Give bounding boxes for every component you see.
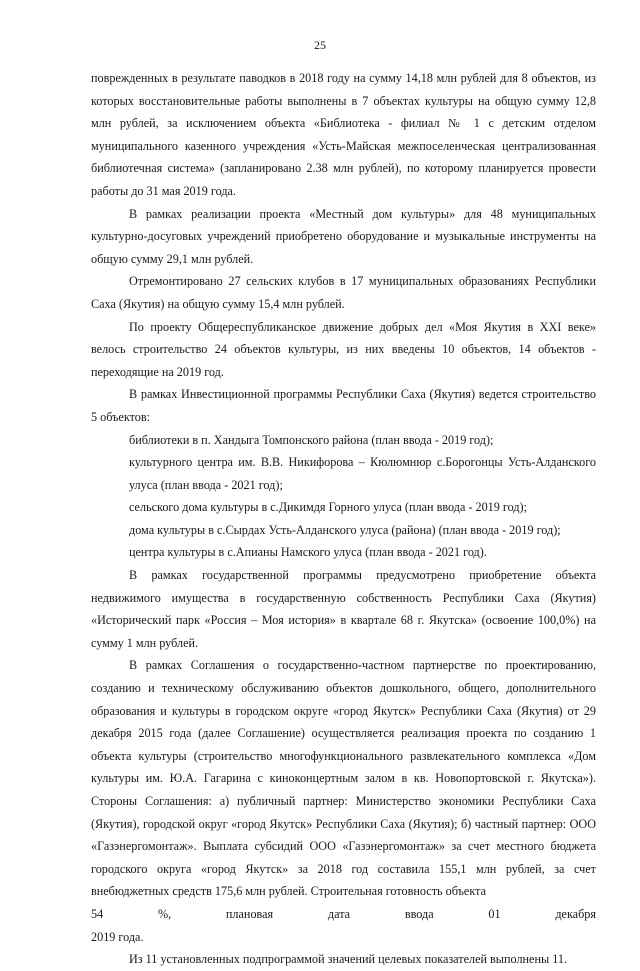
construction-list [91, 429, 596, 565]
list-item: дома культуры в с.Сырдах Усть-Алданского улуса (района) (план ввода - 2019 год); [129, 522, 561, 537]
paragraph-readiness-line: 54 %, плановая дата ввода 01 декабря [91, 906, 596, 921]
page-number: 25 [314, 38, 326, 52]
list-item: библиотеки в п. Хандыга Томпонского района (план ввода - 2019 год); [129, 432, 494, 447]
paragraph-rural-clubs: Отремонтировано 27 сельских клубов в 17 муниципальных образованиях Республики Саха (Якутия) на общую сумму 15,4 млн рублей. [91, 274, 596, 311]
list-item: центра культуры в с.Апианы Намского улуса (план ввода - 2021 год). [129, 545, 487, 560]
paragraph-local-culture-house: В рамках реализации проекта «Местный дом культуры» для 48 муниципальных культурно-досуговых учреждений приобретено оборудование и музыкальные инструменты на общую сумму 29,1 млн рублей. [91, 206, 596, 266]
paragraph-historical-park: В рамках государственной программы предусмотрено приобретение объекта недвижимого имущества в государственную собственность Республики Саха (Якутия) «Исторический парк «Россия – Моя история» в квартале 68 г. Якутска» (освоение 100,0%) на сумму 1 млн рублей. [91, 568, 596, 650]
paragraph-good-deeds-project: По проекту Общереспубликанское движение добрых дел «Моя Якутия в XXI веке» велось строительство 24 объектов культуры, из них введены 10 объектов, 14 объектов - переходящие на 2019 год. [91, 319, 596, 379]
paragraph-flood-repairs: поврежденных в результате паводков в 2018 году на сумму 14,18 млн рублей для 8 объектов, из которых восстановительные работы выполнены в 7 объектах культуры на общую сумму 12,8 млн рублей, за исключением объекта «Библиотека - филиал № 1 с детским отделом муниципального казенного учреждения «Усть-Майская межпоселенческая централизованная библиотечная система» (запланировано 2.38 млн рублей), по которому планируется провести работы до 31 мая 2019 года. [91, 71, 596, 198]
paragraph-investment-program: В рамках Инвестиционной программы Республики Саха (Якутия) ведется строительство 5 объектов: [91, 387, 596, 424]
paragraph-target-indicators: Из 11 установленных подпрограммой значений целевых показателей выполнены 11. [129, 952, 568, 967]
list-item: сельского дома культуры в с.Дикимдя Горного улуса (план ввода - 2019 год); [129, 500, 528, 515]
paragraph-ppp-agreement: В рамках Соглашения о государственно-частном партнерстве по проектированию, созданию и техническому обслуживанию объектов дошкольного, общего, дополнительного образования и культуры в городском округе «город Якутск» Республики Саха (Якутия) от 29 декабря 2015 года (далее Соглашение) осуществляется реализация проекта по созданию 1 объекта культуры (строительство многофункционального развлекательного комплекса «Дом культуры им. Ю.А. Гагарина с киноконцертным залом в кв. Новопортовской г. Якутска»). Стороны Соглашения: а) публичный партнер: Министерство экономики Республики Саха (Якутия), городской округ «город Якутск» Республики Саха (Якутия); б) частный партнер: ООО «Газэнергомонтаж». Выплата субсидий ООО «Газэнергомонтаж» за счет местного бюджета городского округа «город Якутск» за 2018 год составила 155,1 млн рублей, за счет внебюджетных средств 175,6 млн рублей. Строительная готовность объекта [91, 658, 596, 899]
body-text [91, 67, 596, 971]
list-item: культурного центра им. В.В. Никифорова – Кюлюмнюр с.Борогонцы Усть-Алданского улуса (план ввода - 2021 год); [129, 455, 596, 492]
paragraph-readiness-year: 2019 года. [91, 929, 144, 944]
